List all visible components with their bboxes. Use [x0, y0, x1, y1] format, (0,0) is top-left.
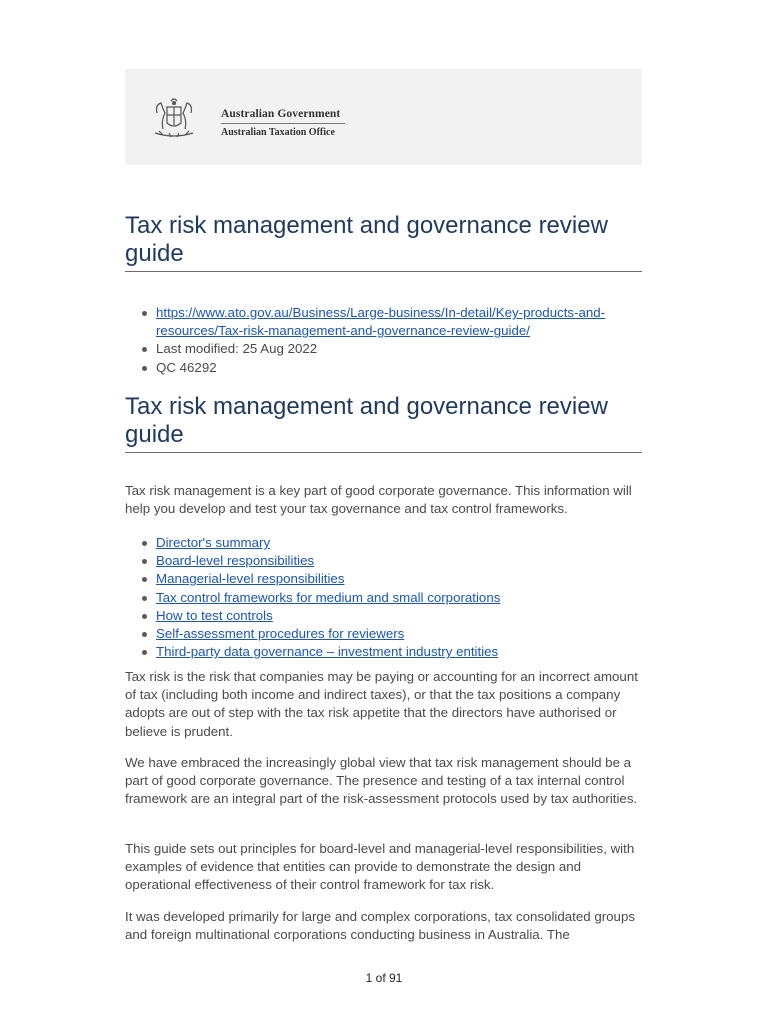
link-directors-summary[interactable]: Director's summary	[156, 535, 271, 550]
meta-list	[125, 304, 642, 377]
list-item: QC 46292	[125, 359, 642, 377]
link-how-to-test-controls[interactable]: How to test controls	[156, 607, 273, 623]
link-board-level[interactable]: Board-level responsibilities	[156, 553, 315, 569]
page-title: Tax risk management and governance review guide	[125, 212, 642, 272]
body-paragraph: This guide sets out principles for board-level and managerial-level responsibilities, with examples of evidence that entities can provide to demonstrate the design and operational effectiveness of their control framework for tax risk.	[125, 841, 635, 893]
list-item: Last modified: 25 Aug 2022	[125, 340, 642, 358]
document-page	[125, 69, 642, 165]
body-paragraph: It was developed primarily for large and complex corporations, tax consolidated groups and foreign multinational corporations conducting business in Australia. The	[125, 909, 635, 943]
org-line-2: Australian Taxation Office	[221, 127, 335, 138]
source-url-link[interactable]: https://www.ato.gov.au/Business/Large-business/In-detail/Key-products-and-resources/Tax-risk-management-and-governance-review-guide/	[156, 305, 606, 339]
list-item	[125, 570, 642, 588]
section-title: Tax risk management and governance review guide	[125, 393, 642, 453]
list-item	[125, 607, 642, 625]
org-line-1: Australian Government	[221, 108, 345, 124]
link-third-party-data[interactable]: Third-party data governance – investment industry entities	[156, 644, 499, 660]
list-item	[125, 625, 642, 643]
body-paragraph: We have embraced the increasingly global view that tax risk management should be a part of good corporate governance. The presence and testing of a tax internal control framework are an integral part of the risk-assessment protocols used by tax authorities.	[125, 755, 638, 807]
intro-paragraph: Tax risk management is a key part of good corporate governance. This information will help you develop and test your tax governance and tax control frameworks.	[125, 483, 632, 517]
list-item	[125, 643, 642, 661]
list-item	[125, 589, 642, 607]
link-self-assessment[interactable]: Self-assessment procedures for reviewers	[156, 626, 405, 642]
government-wordmark	[221, 108, 345, 138]
link-tax-control-frameworks[interactable]: Tax control frameworks for medium and small corporations	[156, 589, 501, 605]
body-paragraph: Tax risk is the risk that companies may be paying or accounting for an incorrect amount of tax (including both income and indirect taxes), or that the tax positions a company adopts are out of step with the tax risk appetite that the directors have authorised or believe is prudent.	[125, 669, 638, 739]
list-item	[125, 534, 642, 552]
list-item	[125, 304, 642, 340]
page-indicator: 1 of 91	[365, 971, 403, 985]
section-links-list	[125, 534, 642, 661]
list-item	[125, 552, 642, 570]
coat-of-arms-icon	[151, 95, 197, 141]
link-managerial-level[interactable]: Managerial-level responsibilities	[156, 571, 345, 587]
header-banner	[125, 69, 642, 165]
